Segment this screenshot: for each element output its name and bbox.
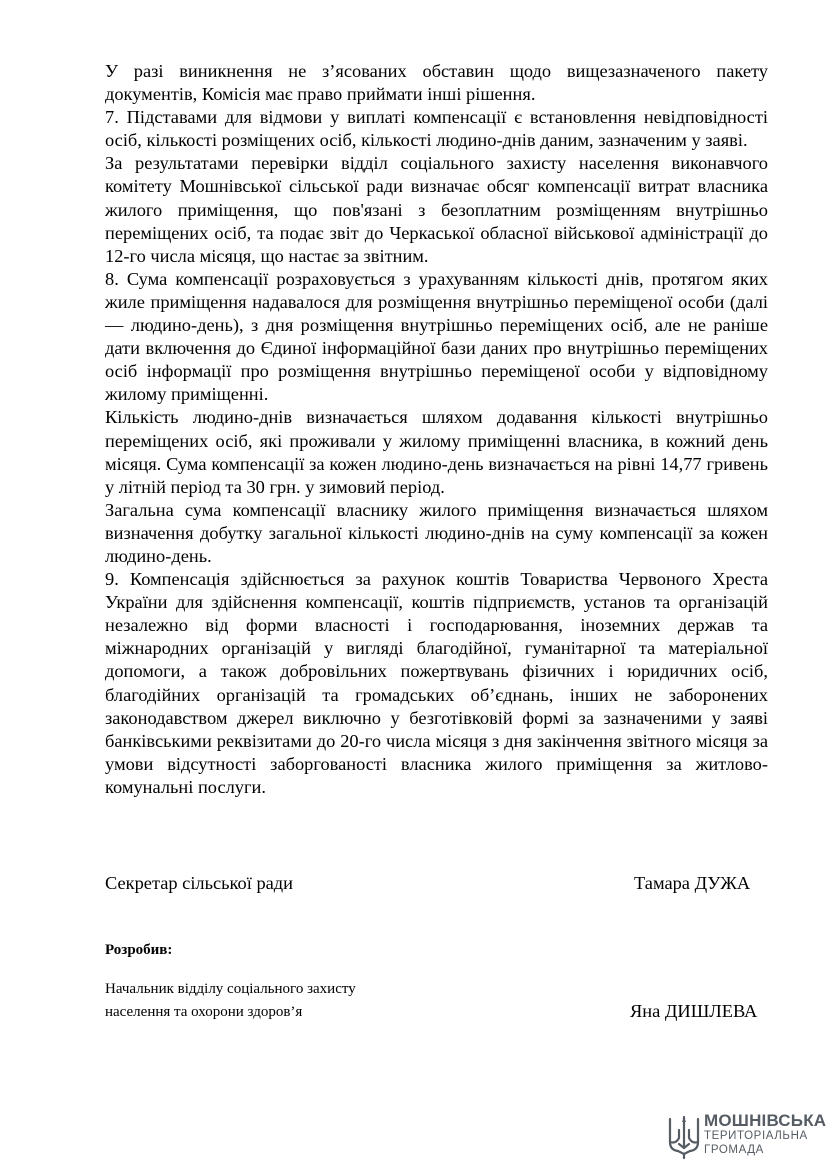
community-logo [667, 1111, 826, 1162]
paragraph-total-amount: Загальна сума компенсації власнику жилого приміщення визначається шляхом визначення добутку загальної кількості людино-днів на суму компенсації за кожен людино-день. [105, 499, 768, 566]
developer-title [105, 978, 425, 1024]
trident-icon [667, 1114, 701, 1160]
document-body [105, 60, 768, 799]
paragraph-person-days: Кількість людино-днів визначається шляхом додавання кількості внутрішньо переміщених осіб, які проживали у жилому приміщенні власника, в кожний день місяця. Сума компенсації за кожен людино-день визначається на рівні 14,77 гривень у літній період та 30 грн. у зимовий період. [105, 407, 768, 497]
paragraph-circumstances: У разі виникнення не з’ясованих обставин щодо вищезазначеного пакету документів, Комісія має право приймати інші рішення. [105, 61, 768, 105]
logo-line2: ТЕРИТОРІАЛЬНА [704, 1130, 808, 1142]
developer-name: Яна ДИШЛЕВА [630, 1001, 758, 1021]
secretary-name: Тамара ДУЖА [634, 873, 751, 893]
paragraph-7-refusal-grounds: 7. Підставами для відмови у виплаті компенсації є встановлення невідповідності осіб, кількості розміщених осіб, кількості людино-днів даним, зазначеним у заяві. [105, 107, 768, 151]
logo-line3: ГРОМАДА [704, 1144, 764, 1156]
paragraph-8-compensation-calculation: 8. Сума компенсації розраховується з урахуванням кількості днів, протягом яких жиле приміщення надавалося для розміщення внутрішньо переміщеної особи (далі — людино-день), з дня розміщення внутрішньо переміщених осіб, але не раніше дати включення до Єдиної інформаційної бази даних про внутрішньо переміщених осіб інформації про розміщення внутрішньо переміщеної особи у відповідному жилому приміщенні. [105, 268, 768, 405]
developer-title-line2: населення та охорони здоров’я [105, 1004, 303, 1020]
logo-text [704, 1112, 826, 1157]
paragraph-verification-results: За результатами перевірки відділ соціального захисту населення виконавчого комітету Мошнівської сільської ради визначає обсяг компенсації витрат власника жилого приміщення, що пов'язані з безоплатним розміщенням внутрішньо переміщених осіб, та подає звіт до Черкаської обласної військової адміністрації до 12-го числа місяця, що настає за звітним. [105, 153, 768, 266]
developer-title-line1: Начальник відділу соціального захисту [105, 981, 356, 997]
paragraph-9-funding-sources: 9. Компенсація здійснюється за рахунок коштів Товариства Червоного Хреста України для здійснення компенсації, коштів підприємств, установ та організацій незалежно від форми власності і господарювання, іноземних держав та міжнародних організацій у вигляді благодійної, гуманітарної та матеріальної допомоги, а також добровільних пожертвувань фізичних і юридичних осіб, благодійних організацій та громадських об’єднань, інших не заборонених законодавством джерел виключно у безготівковій формі за зазначеними у заяві банківськими реквізитами до 20-го числа місяця з дня закінчення звітного місяця за умови відсутності заборгованості власника жилого приміщення за житлово-комунальні послуги. [105, 569, 768, 797]
logo-line1: МОШНІВСЬКА [704, 1111, 826, 1130]
secretary-title: Секретар сільської ради [105, 873, 294, 893]
developed-by-label: Розробив: [105, 942, 173, 958]
